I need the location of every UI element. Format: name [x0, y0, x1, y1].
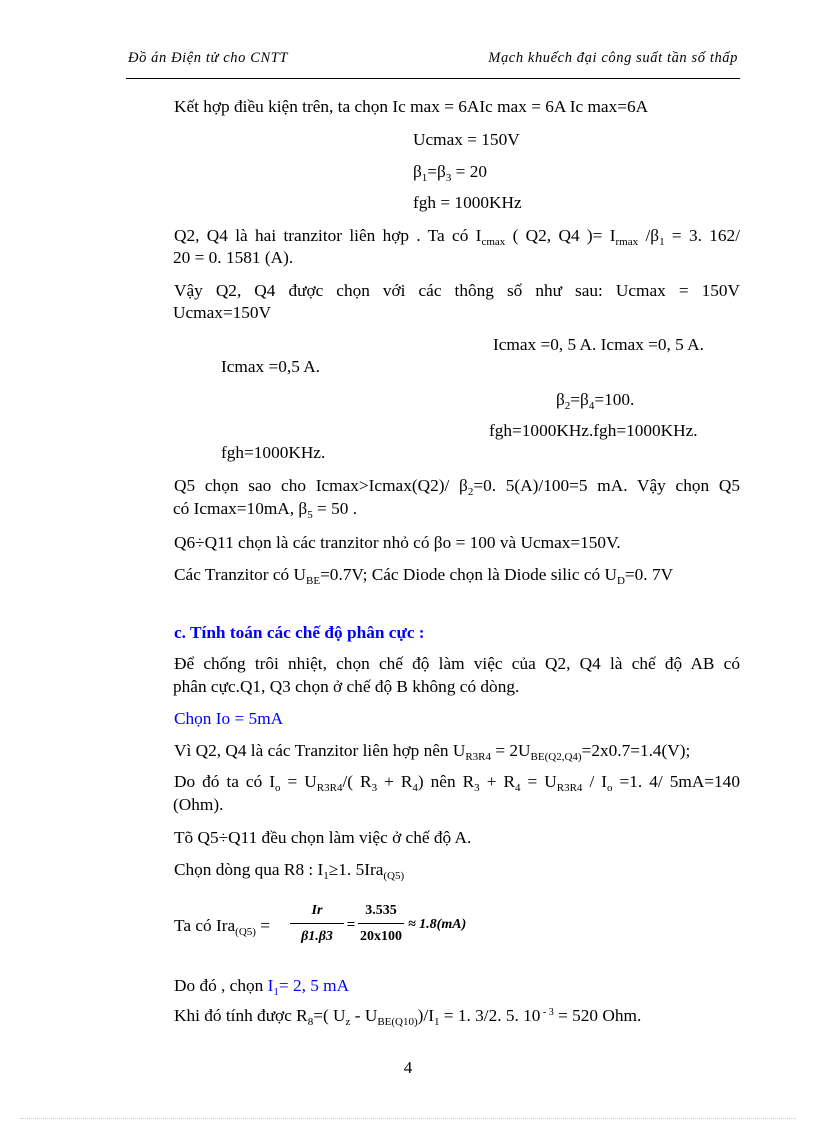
text-line: $\beta_1=\beta_3 = 20$ — [413, 162, 488, 184]
header-right: Mạch khuếch đại công suất tần số thấp — [488, 50, 738, 66]
page-bottom-border — [20, 1118, 796, 1119]
text-line: Do đó , chọn $I_1= 2$, 5 mA — [174, 976, 350, 998]
text-line: phân cực.Q1, Q3 chọn ở chế độ B không có dòng. — [173, 677, 520, 696]
text-line: Ucmax=150V — [173, 303, 272, 322]
fraction-denominator: β1.β3 — [301, 929, 333, 944]
text-line: fgh=1000KHz.fgh=1000KHz. — [489, 421, 698, 440]
text-line: $\beta_2=\beta_4=100$. — [556, 390, 635, 412]
text-line: Khi đó tính được $R_8=$( $U_z - U_{BE(Q10)})/I_1 = 1$. 3/2. 5. 10 $^{- 3}$ = 520 Ohm. — [174, 1006, 642, 1028]
text-line: Icmax =0, 5 A. Icmax =0, 5 A. — [493, 335, 704, 354]
header-divider — [126, 78, 740, 79]
text-line: fgh=1000KHz. — [221, 443, 326, 462]
page-number: 4 — [403, 1058, 413, 1077]
equals-sign: = — [346, 917, 356, 933]
fraction-bar — [290, 923, 344, 924]
text-line: fgh = 1000KHz — [413, 193, 522, 212]
fraction-numerator: 3.535 — [365, 903, 397, 918]
formula-result: ≈ 1.8(mA) — [408, 917, 467, 932]
text-line: Kết hợp điều kiện trên, ta chọn Ic max = 6AIc max = 6A Ic max=6A — [174, 97, 649, 116]
fraction-numerator: Ir — [311, 903, 323, 918]
paragraph-line: Để chống trôi nhiệt, chọn chế độ làm việc của Q2, Q4 là chế độ AB có — [174, 654, 740, 673]
text-line: 20 = 0. 1581 (A). — [173, 248, 294, 267]
text-line: Vì Q2, Q4 là các Tranzitor liên hợp nên $U_{R3R4} = 2U_{BE(Q2,Q4)}=2x0.7=1.4(V)$; — [174, 741, 691, 763]
text-line: có Icmax=10mA, $\beta_5 = 50$ . — [173, 499, 358, 521]
formula-lhs: Ta có Ira$_{(Q5)}$ = — [174, 916, 271, 938]
text-line: Ucmax = 150V — [413, 130, 520, 149]
paragraph-line: Q2, Q4 là hai tranzitor liên hợp . Ta có $I_{cmax}$ ( Q2, Q4 )= $I_{rmax}$ $/\beta_1 = 3$. 162/ — [174, 226, 740, 248]
text-line: Tõ Q5÷Q11 đều chọn làm việc ở chế độ A. — [174, 828, 472, 847]
text-line: Q6÷Q11 chọn là các tranzitor nhỏ có βo = 100 và Ucmax=150V. — [174, 533, 621, 552]
beta-symbol: β — [413, 162, 422, 181]
paragraph-line: Vậy Q2, Q4 được chọn với các thông số như sau: Ucmax = 150V — [174, 281, 740, 300]
paragraph-line: Q5 chọn sao cho Icmax>Icmax(Q2)/ $\beta_2=0$. 5(A)/100=5 mA. Vậy chọn Q5 — [174, 476, 740, 498]
text-line: (Ohm). — [173, 795, 224, 814]
header-left: Đồ án Điện tử cho CNTT — [128, 50, 289, 66]
text-line: Chọn dòng qua R8 : $I_1\ge 1$. 5Ira$_{(Q5)}$ — [174, 860, 405, 882]
fraction-denominator: 20x100 — [360, 929, 402, 944]
text-line: Icmax =0,5 A. — [221, 357, 321, 376]
section-heading: c. Tính toán các chế độ phân cực : — [174, 623, 425, 642]
paragraph-line: Do đó ta có $I_o = U_{R3R4}/$( $R_3 + R_4$) nên $R_3 + R_4 = U_{R3R4} / I_o =1$. 4/ 5mA=140 — [174, 772, 740, 794]
text-line: Các Tranzitor có $U_{BE}=0.7V$; Các Diode chọn là Diode silic có $U_D=0$. 7V — [174, 565, 674, 587]
fraction-bar — [358, 923, 404, 924]
text-line: Chọn Io = 5mA — [174, 709, 284, 728]
